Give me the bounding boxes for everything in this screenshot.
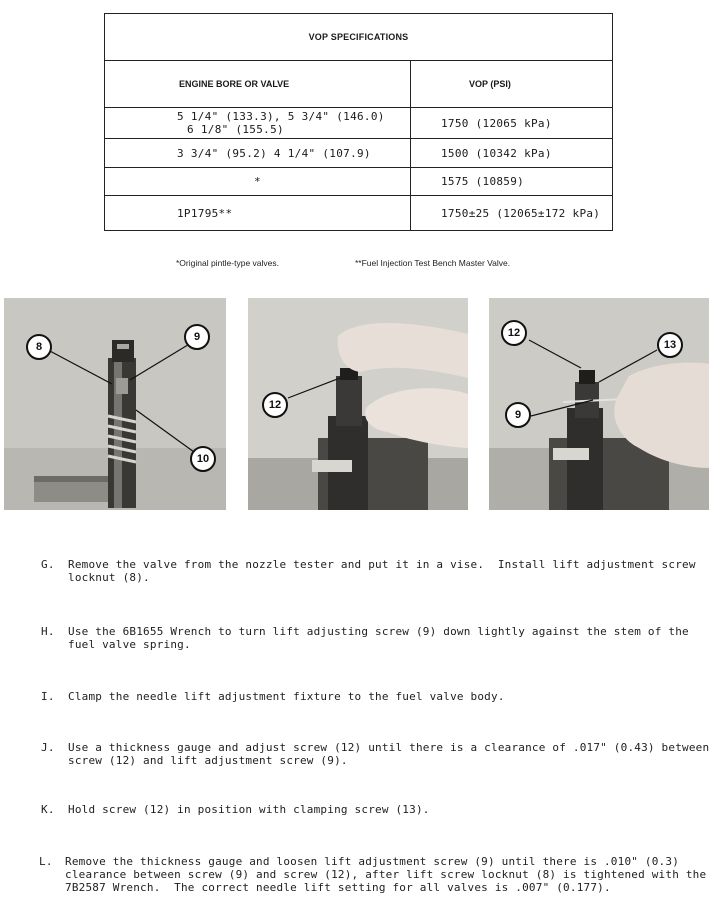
table-title: VOP SPECIFICATIONS bbox=[105, 14, 613, 61]
column-header-vop: VOP (PSI) bbox=[411, 60, 613, 107]
vop-cell: 1750±25 (12065±172 kPa) bbox=[411, 196, 613, 231]
vop-spec-table bbox=[104, 13, 613, 231]
footnote-pintle: *Original pintle-type valves. bbox=[176, 258, 279, 268]
callout-12: 12 bbox=[501, 320, 527, 346]
step-letter: G. bbox=[41, 558, 55, 571]
bore-line-1: 5 1/4" (133.3), 5 3/4" (146.0) bbox=[177, 110, 385, 124]
vop-cell: 1500 (10342 kPa) bbox=[411, 139, 613, 167]
callout-9: 9 bbox=[184, 324, 210, 350]
photo-valve-in-vise bbox=[4, 298, 226, 510]
step-text: Use a thickness gauge and adjust screw (12) until there is a clearance of .017" (0.43) between screw (12) and lift adjustment screw (9). bbox=[68, 741, 710, 767]
bore-cell: 3 3/4" (95.2) 4 1/4" (107.9) bbox=[105, 139, 411, 167]
step-letter: L. bbox=[39, 855, 53, 868]
step-text: Use the 6B1655 Wrench to turn lift adjusting screw (9) down lightly against the stem of the fuel valve spring. bbox=[68, 625, 689, 651]
table-row bbox=[105, 139, 613, 167]
footnote-master-valve: **Fuel Injection Test Bench Master Valve. bbox=[355, 258, 511, 268]
step-letter: H. bbox=[41, 625, 55, 638]
callout-10: 10 bbox=[190, 446, 216, 472]
step-text: Remove the thickness gauge and loosen lift adjustment screw (9) until there is .010" (0.3) clearance between screw (9) and screw (12), after lift screw locknut (8) is tightened with the 7B2587 Wrench. The correct needle lift setting for all valves is .007" (0.177). bbox=[65, 855, 707, 894]
bore-cell bbox=[105, 107, 411, 139]
callout-13: 13 bbox=[657, 332, 683, 358]
table-row bbox=[105, 107, 613, 139]
step-letter: K. bbox=[41, 803, 55, 816]
step-letter: J. bbox=[41, 741, 55, 754]
step-text: Remove the valve from the nozzle tester and put it in a vise. Install lift adjustment screw locknut (8). bbox=[68, 558, 696, 584]
column-header-bore: ENGINE BORE OR VALVE bbox=[105, 60, 411, 107]
step-letter: I. bbox=[41, 690, 55, 703]
vop-cell: 1575 (10859) bbox=[411, 167, 613, 195]
table-row bbox=[105, 167, 613, 195]
bore-cell: * bbox=[105, 167, 411, 195]
callout-12: 12 bbox=[262, 392, 288, 418]
bore-cell: 1P1795** bbox=[105, 196, 411, 231]
photo-fixture-installation bbox=[248, 298, 468, 510]
photo-thickness-gauge bbox=[489, 298, 709, 510]
bore-line-2: 6 1/8" (155.5) bbox=[187, 123, 284, 137]
step-text: Hold screw (12) in position with clamping screw (13). bbox=[68, 803, 430, 816]
step-text: Clamp the needle lift adjustment fixture to the fuel valve body. bbox=[68, 690, 505, 703]
callout-9: 9 bbox=[505, 402, 531, 428]
callout-8: 8 bbox=[26, 334, 52, 360]
table-row bbox=[105, 196, 613, 231]
vop-cell: 1750 (12065 kPa) bbox=[411, 107, 613, 139]
